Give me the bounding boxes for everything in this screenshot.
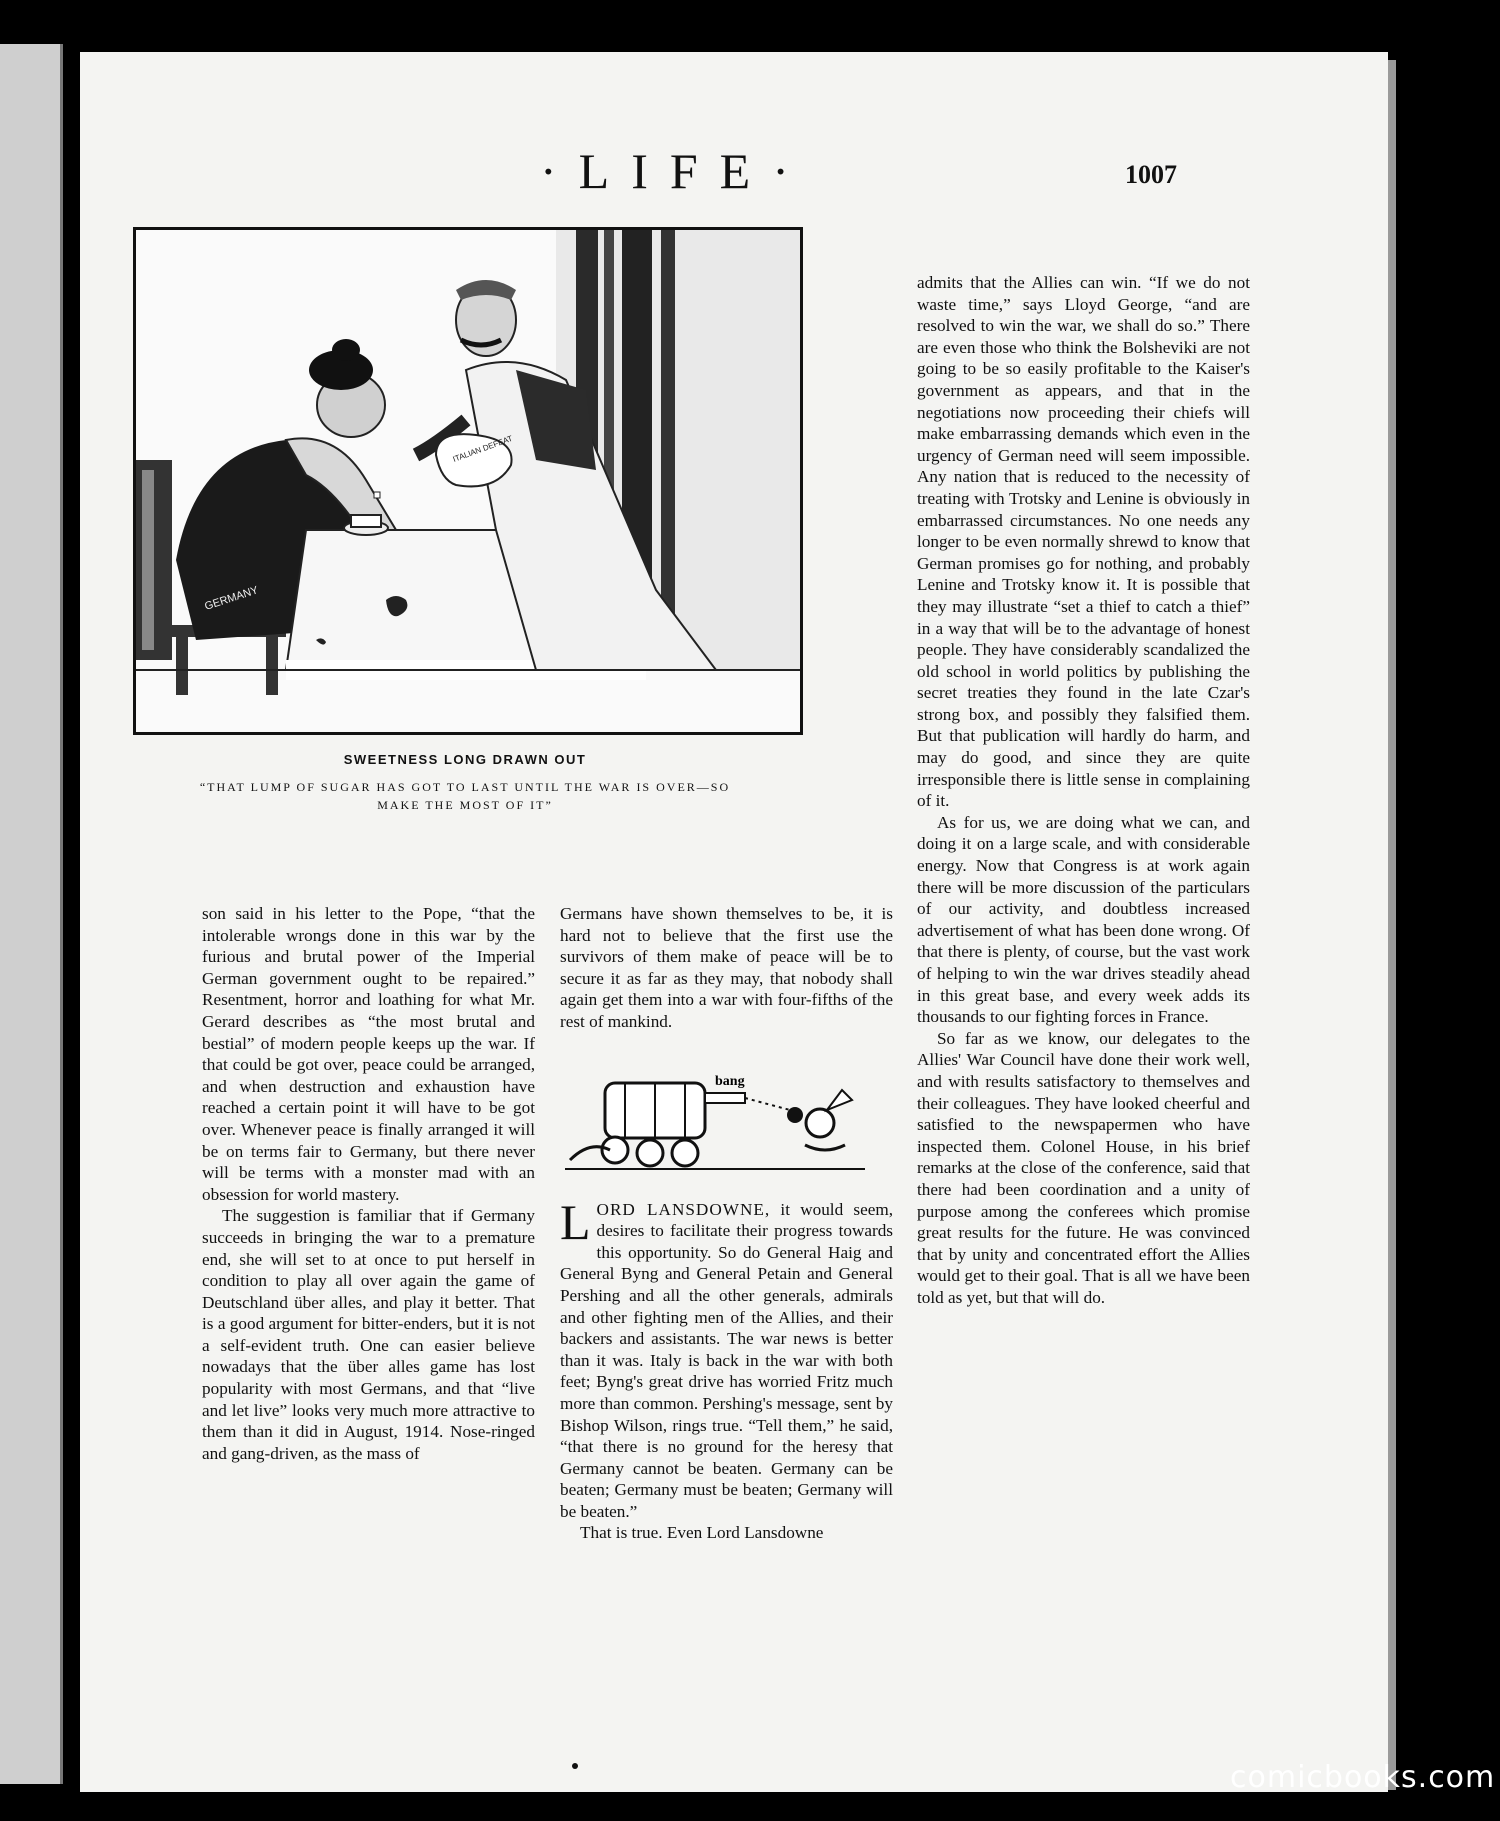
page-shadow <box>1388 60 1396 1790</box>
cartoon-quote: “THAT LUMP OF SUGAR HAS GOT TO LAST UNTIL THE WAR IS OVER—SO MAKE THE MOST OF IT” <box>199 780 731 812</box>
drop-cap: L <box>560 1193 591 1250</box>
col1-paragraph-2: The suggestion is familiar that if Germany succeeds in bringing the war to a premature end, she will set to at once to put herself in condition to play all over again the game of Deutschland über alles, and play it better. That is a good argument for bitter-enders, but it is not a self-evident truth. One can easier believe nowadays that the über alles game has lost popularity with most Germans, and that “live and let live” looks very much more attractive to them than it did in August, 1914. Nose-ringed and gang-driven, as the mass of <box>202 1206 535 1463</box>
watermark: comicbooks.com <box>1230 1760 1496 1795</box>
col2-paragraph-main: it would seem, desires to facilitate their progress towards this opportunity. So do General Haig and General Byng and General Petain and General Pershing and all the other generals, admirals and other fighting men of the Allies, and their backers and assistants. The war news is better than it was. Italy is back in the war with both feet; Byng's great drive has worried Fritz much more than common. Pershing's message, sent by Bishop Wilson, rings true. “Tell them,” he said, “that there is no ground for the heresy that Germany cannot be beaten. Germany can be beaten; Germany must be beaten; Germany will be beaten.” <box>560 1199 893 1521</box>
cartoon-title: SWEETNESS LONG DRAWN OUT <box>343 752 587 767</box>
bang-text: bang <box>715 1074 745 1089</box>
masthead: ·LIFE· <box>540 143 811 199</box>
col3-paragraph-3: So far as we know, our delegates to the Allies' War Council have done their work well, and with results satisfactory to themselves and their colleagues. They have looked cheerful and satisfied to the newspapermen who have inspected them. Colonel House, in his brief remarks at the close of the conference, said that there had been coordination and a unity of purpose among the conferees which promise great results for the future. He was convinced that by unity and concentrated effort the Allies would get to their goal. That is all we have been told as yet, but that will do. <box>917 1028 1250 1307</box>
column-2 <box>560 903 893 1544</box>
tank-cartoon <box>565 1065 885 1180</box>
page-mark <box>572 1763 578 1769</box>
col1-paragraph-1: son said in his letter to the Pope, “that the intolerable wrongs done in this war by the furious and brutal power of the Imperial German government ought to be repaired.” Resentment, horror and loathing for what Mr. Gerard describes as “the most brutal and bestial” of modern people keeps up the war. If that could be got over, peace could be arranged, and when destruction and exhaustion have reached a certain point it will have to be got over. Whenever peace is finally arranged it will be on terms fair to Germany, but there never will be terms with a monster mad with an obsession for world mastery. <box>202 904 535 1204</box>
germany-label: GERMANY <box>203 584 260 613</box>
cartoon-illustration <box>133 227 803 735</box>
column-3 <box>917 272 1250 1309</box>
column-1 <box>202 903 535 1464</box>
col2-paragraph-last: That is true. Even Lord Lansdowne <box>580 1523 824 1543</box>
page-number: 1007 <box>1125 160 1177 189</box>
col3-paragraph-2: As for us, we are doing what we can, and doing it on a large scale, and with considerable energy. Now that Congress is at work again there will be more discussion of the particulars of our activity, and doubtless increased advertisement of what has been done wrong. Of that there is plenty, of course, but the vast work of helping to win the war drives steadily ahead in this great base, and every week adds its thousands to our fighting forces in France. <box>917 812 1250 1027</box>
adjacent-page-edge <box>0 44 63 1784</box>
bowl-label: ITALIAN DEFEAT <box>451 433 514 464</box>
col2-paragraph-top: Germans have shown themselves to be, it is hard not to believe that the first use the survivors of them make of peace will be to secure it as far as they may, that nobody shall again get them into a war with four-fifths of the rest of mankind. <box>560 904 893 1031</box>
col3-paragraph-1: admits that the Allies can win. “If we do not waste time,” says Lloyd George, “and are resolved to win the war, we shall do so.” There are even those who think the Bolsheviki are not going to be so easily profitable to the Kaiser's government as appears, and that in the negotiations now proceeding their chiefs will make embarrassing demands which even in the urgency of German need will seem impossible. Any nation that is reduced to the necessity of treating with Trotsky and Lenine is obviously in embarrassed circumstances. No one needs any longer to be even normally shrewd to know that German promises go for nothing, and probably Lenine and Trotsky know it. It is possible that they may illustrate “set a thief to catch a thief” in a way that will be to the advantage of honest people. They have considerably scandalized the old school in world politics by publishing the secret treaties they found in the late Czar's strong box, and possibly they falsified them. But that publication will hardly do harm, and may do good, and since they are quite irresponsible there is little sense in complaining of it. <box>917 273 1250 811</box>
lead-words: ORD LANSDOWNE, <box>596 1199 771 1219</box>
